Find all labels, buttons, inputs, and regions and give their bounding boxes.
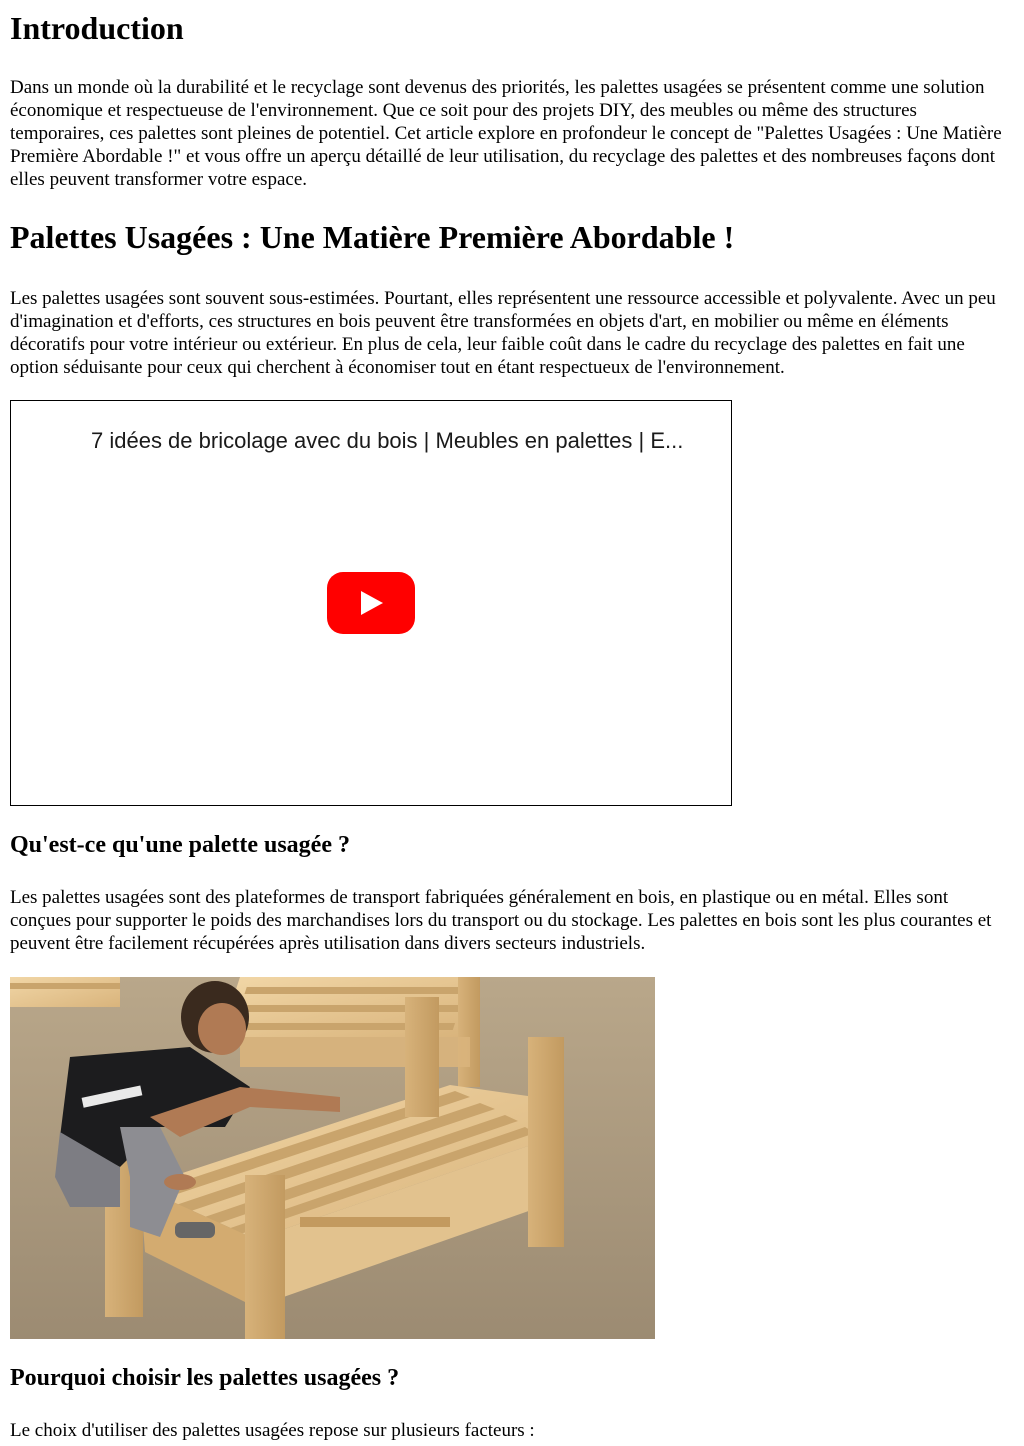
main-section-heading: Palettes Usagées : Une Matière Première Abordable ! <box>10 219 735 255</box>
article <box>0 8 1024 1442</box>
intro-paragraph: Dans un monde où la durabilité et le recyclage sont devenus des priorités, les palettes usagées se présentent comme une solution économique et respectueuse de l'environnement. Que ce soit pour des projets DIY, des meubles ou même des structures temporaires, ces palettes sont pleines de potentiel. Cet article explore en profondeur le concept de "Palettes Usagées : Une Matière Première Abordable !" et vous offre un aperçu détaillé de leur utilisation, du recyclage des palettes et des nombreuses façons dont elles peuvent transformer votre espace. <box>10 77 1002 190</box>
why-section-paragraph: Le choix d'utiliser des palettes usagées repose sur plusieurs facteurs : <box>10 1420 535 1441</box>
youtube-video-embed[interactable] <box>10 400 732 806</box>
what-section-paragraph: Les palettes usagées sont des plateformes de transport fabriquées généralement en bois, en plastique ou en métal. Elles sont conçues pour supporter le poids des marchandises lors du transport ou du stockage. Les palettes en bois sont les plus courantes et peuvent être facilement récupérées après utilisation dans divers secteurs industriels. <box>10 887 992 954</box>
intro-heading: Introduction <box>10 10 184 46</box>
video-title[interactable]: 7 idées de bricolage avec du bois | Meubles en palettes | E... <box>91 428 684 453</box>
play-icon <box>361 591 383 615</box>
what-section-heading: Qu'est-ce qu'une palette usagée ? <box>10 832 350 858</box>
why-section-heading: Pourquoi choisir les palettes usagées ? <box>10 1365 400 1391</box>
main-section-paragraph: Les palettes usagées sont souvent sous-estimées. Pourtant, elles représentent une ressource accessible et polyvalente. Avec un peu d'imagination et d'efforts, ces structures en bois peuvent être transformées en objets d'art, en mobilier ou même en éléments décoratifs pour votre intérieur ou extérieur. En plus de cela, leur faible coût dans le cadre du recyclage des palettes en fait une option séduisante pour ceux qui cherchent à économiser tout en étant respectueux de l'environnement. <box>10 288 996 378</box>
play-button[interactable] <box>327 572 415 634</box>
pallet-bench-photo <box>10 977 655 1339</box>
